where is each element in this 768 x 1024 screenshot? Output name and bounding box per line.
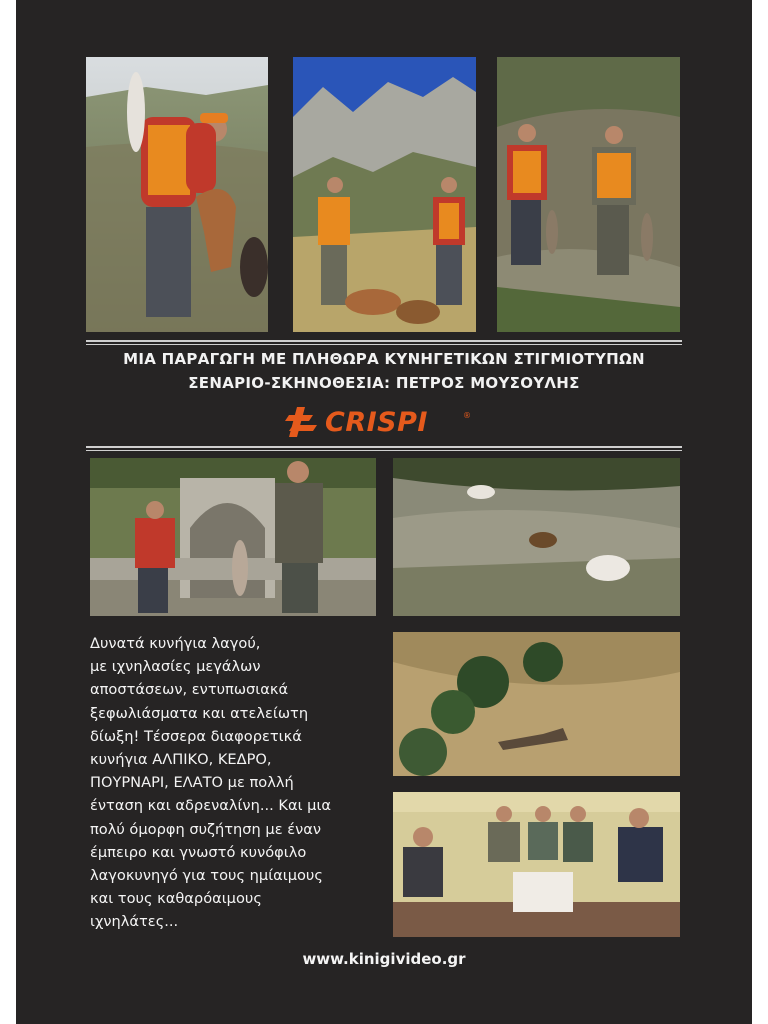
photo-hounds-tracking: [393, 458, 680, 616]
photo-hunter-with-dog: [86, 57, 268, 332]
registered-mark: ®: [463, 411, 471, 420]
divider-top-thin: [86, 344, 682, 345]
divider-bottom-thin: [86, 450, 682, 451]
headline-line-2: ΣΕΝΑΡΙΟ-ΣΚΗΝΟΘΕΣΙΑ: ΠΕΤΡΟΣ ΜΟΥΣΟΥΛΗΣ: [188, 374, 580, 392]
photo-discussion-room: [393, 792, 680, 937]
description-text: Δυνατά κυνήγια λαγού, με ιχνηλασίες μεγάλων αποστάσεων, εντυπωσιακά ξεφωλιάσματα και ατελείωτη δίωξη! Τέσσερα διαφορετικά κυνήγια ΑΛΠΙΚΟ, ΚΕΔΡΟ, ΠΟΥΡΝΑΡΙ, ΕΛΑΤΟ με πολλή ένταση και αδρεναλίνη... Και μια πολύ όμορφη συζήτηση με έναν έμπειρο και γνωστό κυνόφιλο λαγοκυνηγό για τους ημίαιμους και τους καθαρόαιμους ιχνηλάτες...: [90, 635, 331, 931]
headline-line-1: ΜΙΑ ΠΑΡΑΓΩΓΗ ΜΕ ΠΛΗΘΩΡΑ ΚΥΝΗΓΕΤΙΚΩΝ ΣΤΙΓΜΙΟΤΥΠΩΝ: [123, 350, 645, 368]
website-link[interactable]: www.kinigivideo.gr: [302, 950, 466, 968]
crispi-logo-text: CRISPI: [325, 407, 428, 438]
crispi-logo: [283, 405, 483, 439]
photo-fountain-hunters: [90, 458, 376, 616]
photo-hare-running: [393, 632, 680, 776]
crispi-logo-mark-icon: [283, 405, 321, 439]
photo-hunters-walking: [497, 57, 680, 332]
photo-two-hunters-mountain: [293, 57, 476, 332]
divider-top: [86, 340, 682, 342]
divider-bottom: [86, 446, 682, 448]
